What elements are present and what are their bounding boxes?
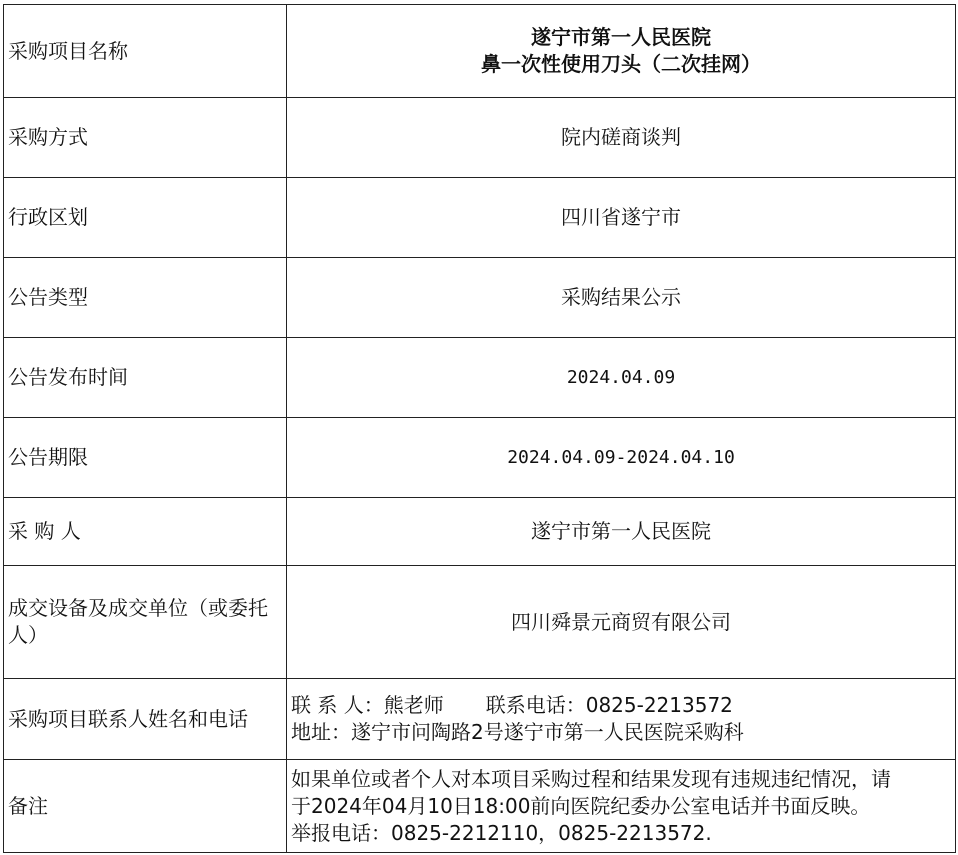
label-notice-type: 公告类型 — [4, 258, 287, 338]
row-region — [4, 178, 956, 258]
value-remarks — [287, 760, 956, 853]
label-project-name: 采购项目名称 — [4, 5, 287, 98]
row-publish-time — [4, 338, 956, 418]
label-purchaser: 采 购 人 — [4, 498, 287, 566]
value-method: 院内磋商谈判 — [287, 98, 956, 178]
row-purchaser — [4, 498, 956, 566]
value-purchaser: 遂宁市第一人民医院 — [287, 498, 956, 566]
remarks-line-1: 如果单位或者个人对本项目采购过程和结果发现有违规违纪情况，请 — [291, 766, 891, 791]
project-name-line-1: 遂宁市第一人民医院 — [531, 25, 711, 49]
value-period: 2024.04.09-2024.04.10 — [287, 418, 956, 498]
contact-phone: 联系电话：0825-2213572 — [485, 693, 733, 717]
row-project-name — [4, 5, 956, 98]
label-winner: 成交设备及成交单位（或委托人） — [4, 566, 287, 679]
label-method: 采购方式 — [4, 98, 287, 178]
label-publish-time: 公告发布时间 — [4, 338, 287, 418]
row-method — [4, 98, 956, 178]
contact-address: 地址：遂宁市问陶路2号遂宁市第一人民医院采购科 — [291, 720, 744, 744]
project-name-line-2: 鼻一次性使用刀头（二次挂网） — [481, 52, 761, 76]
label-contact: 采购项目联系人姓名和电话 — [4, 679, 287, 760]
contact-person: 联 系 人：熊老师 — [291, 693, 444, 717]
remarks-line-2: 于2024年04月10日18:00前向医院纪委办公室电话并书面反映。 — [291, 793, 871, 818]
value-project-name — [287, 5, 956, 98]
label-remarks: 备注 — [4, 760, 287, 853]
row-period — [4, 418, 956, 498]
value-region: 四川省遂宁市 — [287, 178, 956, 258]
value-contact — [287, 679, 956, 760]
contact-line-1 — [291, 692, 955, 719]
label-period: 公告期限 — [4, 418, 287, 498]
row-contact — [4, 679, 956, 760]
row-winner — [4, 566, 956, 679]
row-remarks — [4, 760, 956, 853]
row-notice-type — [4, 258, 956, 338]
value-winner: 四川舜景元商贸有限公司 — [287, 566, 956, 679]
remarks-line-3: 举报电话：0825-2212110，0825-2213572. — [291, 820, 712, 845]
label-region: 行政区划 — [4, 178, 287, 258]
value-publish-time: 2024.04.09 — [287, 338, 956, 418]
procurement-result-table — [3, 4, 956, 853]
value-notice-type: 采购结果公示 — [287, 258, 956, 338]
